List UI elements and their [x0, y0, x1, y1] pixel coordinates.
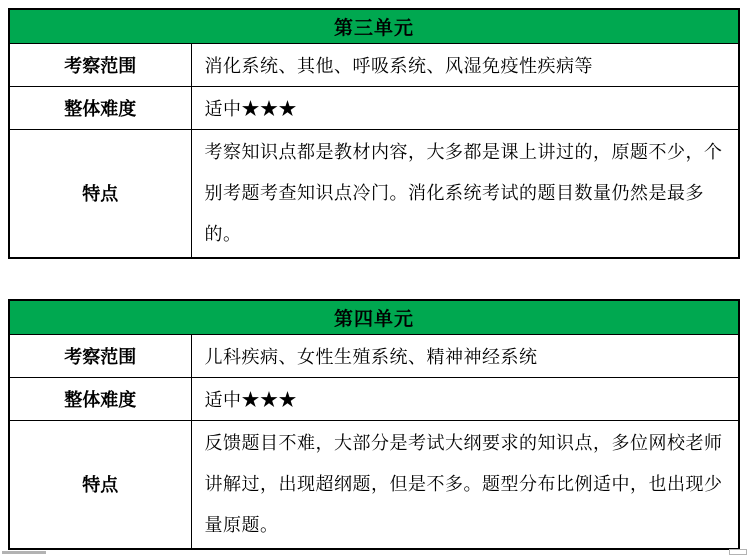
difficulty-label: 整体难度 — [9, 377, 191, 420]
table-row — [9, 43, 739, 86]
unit-4-table — [8, 299, 740, 550]
difficulty-label: 整体难度 — [9, 86, 191, 129]
scope-value: 消化系统、其他、呼吸系统、风湿免疫性疾病等 — [191, 43, 739, 86]
table-row — [9, 300, 739, 334]
unit-4-table-title: 第四单元 — [9, 300, 739, 334]
scope-label: 考察范围 — [9, 43, 191, 86]
table-row — [9, 129, 739, 258]
features-value: 反馈题目不难，大部分是考试大纲要求的知识点，多位网校老师讲解过，出现超纲题，但是不多。题型分布比例适中，也出现少量原题。 — [191, 420, 739, 549]
unit-3-table-title: 第三单元 — [9, 9, 739, 43]
difficulty-value: 适中★★★ — [191, 86, 739, 129]
table-row — [9, 334, 739, 377]
table-row — [9, 9, 739, 43]
table-row — [9, 377, 739, 420]
features-label: 特点 — [9, 420, 191, 549]
table-row — [9, 420, 739, 549]
difficulty-value: 适中★★★ — [191, 377, 739, 420]
scope-value: 儿科疾病、女性生殖系统、精神神经系统 — [191, 334, 739, 377]
features-label: 特点 — [9, 129, 191, 258]
table-row — [9, 86, 739, 129]
table-handle-right — [729, 549, 747, 555]
table-handle-left — [2, 551, 46, 554]
unit-3-table — [8, 8, 740, 259]
scope-label: 考察范围 — [9, 334, 191, 377]
features-value: 考察知识点都是教材内容，大多都是课上讲过的，原题不少，个别考题考查知识点冷门。消化系统考试的题目数量仍然是最多的。 — [191, 129, 739, 258]
